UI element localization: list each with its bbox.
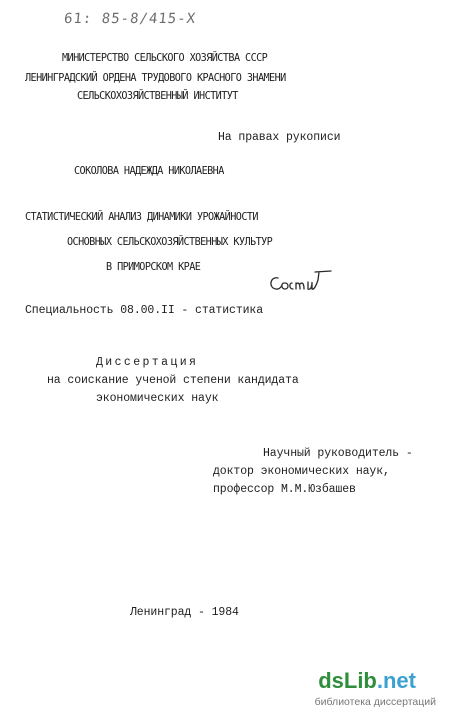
supervisor-degree: доктор экономических наук, — [213, 465, 390, 478]
author-name: СОКОЛОВА НАДЕЖДА НИКОЛАЕВНА — [74, 165, 224, 177]
archive-stamp: 61: 85-8/415-Х — [63, 11, 197, 27]
document-type: Диссертация — [96, 356, 199, 369]
institute-line-2: СЕЛЬСКОХОЗЯЙСТВЕННЫЙ ИНСТИТУТ — [77, 90, 238, 102]
degree-line-1: на соискание ученой степени кандидата — [47, 374, 299, 387]
supervisor-name: профессор М.М.Юзбашев — [213, 483, 356, 496]
title-line-2: ОСНОВНЫХ СЕЛЬСКОХОЗЯЙСТВЕННЫХ КУЛЬТУР — [67, 236, 273, 248]
institute-line-1: ЛЕНИНГРАДСКИЙ ОРДЕНА ТРУДОВОГО КРАСНОГО ЗНАМЕНИ — [25, 72, 286, 84]
watermark-logo — [310, 664, 450, 714]
place-year: Ленинград - 1984 — [130, 606, 239, 619]
manuscript-rights: На правах рукописи — [218, 131, 341, 144]
watermark-site: dsLib.net — [318, 668, 416, 693]
watermark-caption: библиотека диссертаций — [314, 696, 436, 708]
signature — [266, 266, 336, 298]
specialty-line: Специальность 08.00.II - статистика — [25, 304, 264, 317]
ministry-line: МИНИСТЕРСТВО СЕЛЬСКОГО ХОЗЯЙСТВА СССР — [62, 52, 268, 64]
degree-line-2: экономических наук — [96, 392, 219, 405]
supervisor-label: Научный руководитель - — [263, 447, 413, 460]
title-line-3: В ПРИМОРСКОМ КРАЕ — [106, 261, 201, 273]
title-line-1: СТАТИСТИЧЕСКИЙ АНАЛИЗ ДИНАМИКИ УРОЖАЙНОСТИ — [25, 211, 258, 223]
